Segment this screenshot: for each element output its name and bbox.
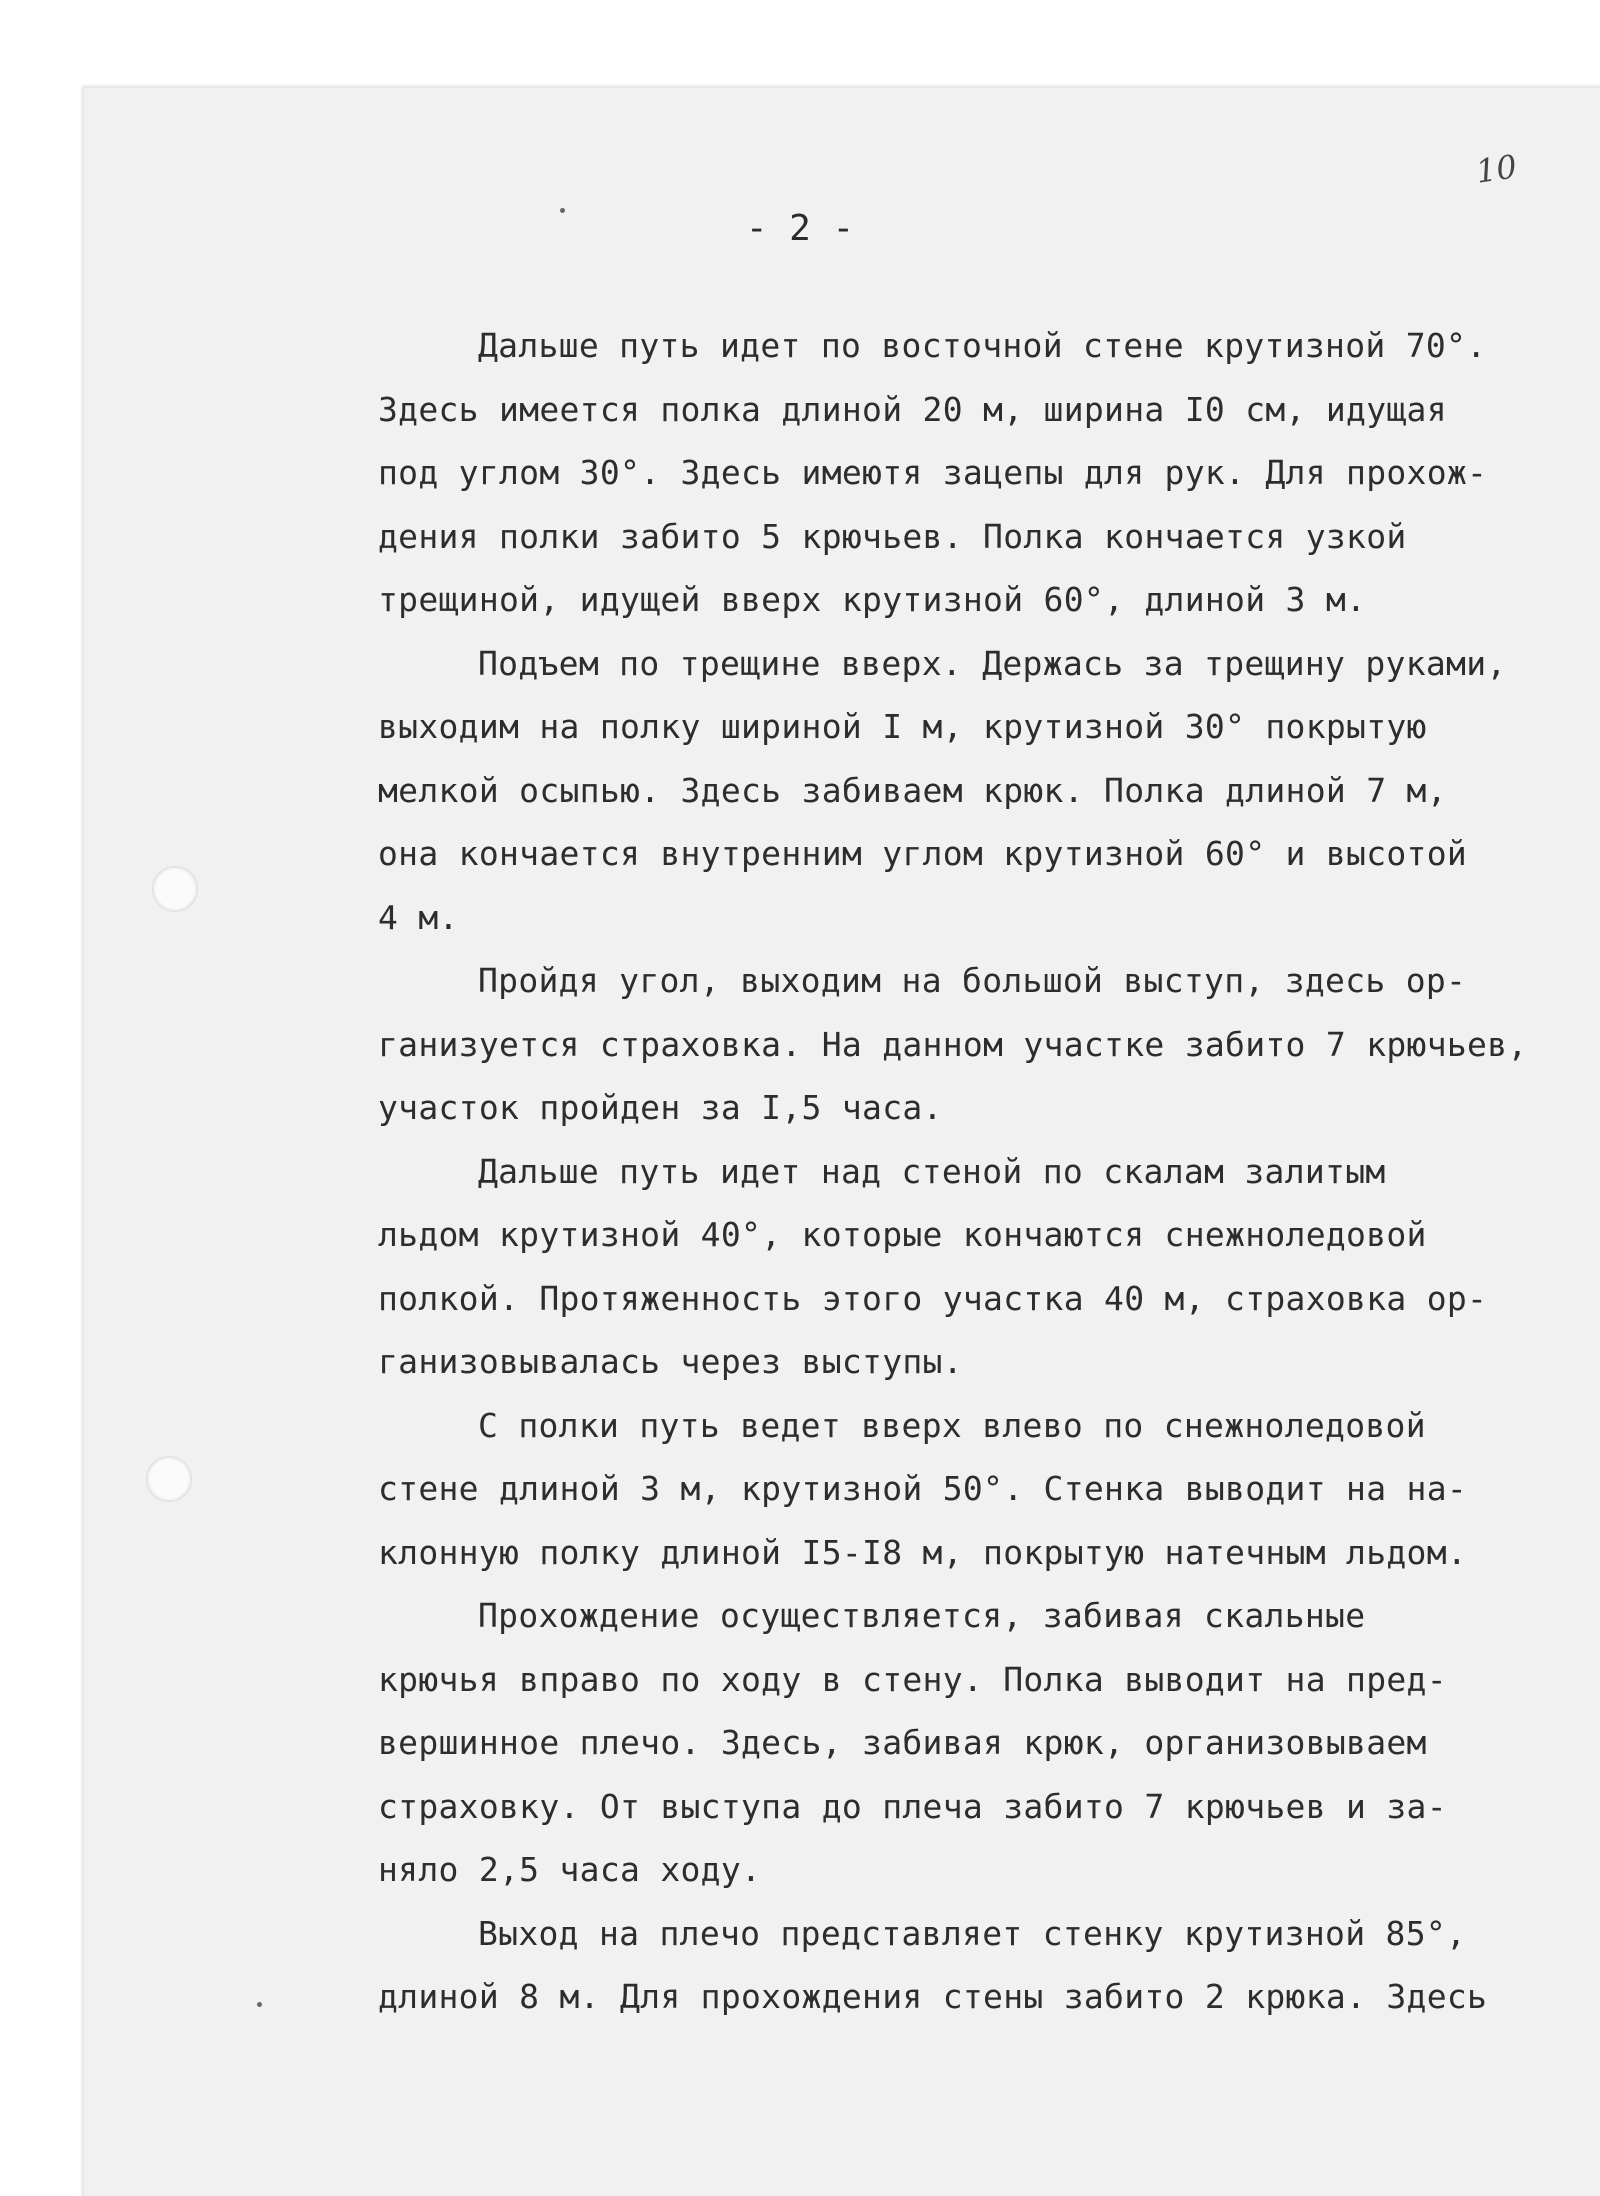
text-line: участок пройден за I,5 часа. xyxy=(378,1088,943,1127)
text-line: длиной 8 м. Для прохождения стены забито 2 крюка. Здесь xyxy=(378,1977,1488,2016)
text-line: Подъем по трещине вверх. Держась за трещину руками, xyxy=(478,643,1507,683)
text-line: няло 2,5 часа ходу. xyxy=(378,1850,762,1889)
text-line: трещиной, идущей вверх крутизной 60°, длиной 3 м. xyxy=(378,580,1367,619)
text-line: страховку. От выступа до плеча забито 7 крючьев и за- xyxy=(378,1786,1447,1826)
text-line: стене длиной 3 м, крутизной 50°. Стенка выводит на на- xyxy=(378,1469,1468,1508)
text-line: под углом 30°. Здесь имеютя зацепы для рук. Для прохож- xyxy=(378,453,1488,492)
speck xyxy=(257,2002,262,2007)
text-line: ганизуется страховка. На данном участке забито 7 крючьев, xyxy=(378,1024,1528,1064)
text-line: Пройдя угол, выходим на большой выступ, здесь ор- xyxy=(478,961,1467,1000)
text-line: выходим на полку шириной I м, крутизной 30° покрытую xyxy=(378,707,1427,746)
text-line: клонную полку длиной I5-I8 м, покрытую натечным льдом. xyxy=(378,1532,1468,1572)
text-line: полкой. Протяженность этого участка 40 м, страховка ор- xyxy=(378,1278,1488,1318)
text-line: Дальше путь идет по восточной стене крутизной 70°. xyxy=(478,326,1487,365)
punch-hole xyxy=(146,1456,192,1502)
text-line: вершинное плечо. Здесь, забивая крюк, организовываем xyxy=(378,1723,1427,1762)
text-line: крючья вправо по ходу в стену. Полка выводит на пред- xyxy=(378,1659,1447,1699)
text-line: Прохождение осуществляется, забивая скальные xyxy=(478,1596,1366,1635)
text-line: мелкой осыпью. Здесь забиваем крюк. Полка длиной 7 м, xyxy=(378,770,1447,810)
text-line: она кончается внутренним углом крутизной 60° и высотой xyxy=(378,834,1468,873)
text-line: 4 м. xyxy=(378,897,459,937)
body-text xyxy=(378,314,1600,2029)
text-line: Выход на плечо представляет стенку крутизной 85°, xyxy=(478,1913,1467,1953)
text-line: С полки путь ведет вверх влево по снежноледовой xyxy=(478,1405,1426,1445)
punch-hole xyxy=(152,866,198,912)
text-line: Здесь имеется полка длиной 20 м, ширина I0 см, идущая xyxy=(378,389,1447,429)
text-line: ганизовывалась через выступы. xyxy=(378,1342,963,1381)
text-line: дения полки забито 5 крючьев. Полка кончается узкой xyxy=(378,516,1407,556)
handwritten-sheet-number: 10 xyxy=(1473,147,1520,191)
text-line: льдом крутизной 40°, которые кончаются снежноледовой xyxy=(378,1215,1427,1254)
text-line: Дальше путь идет над стеной по скалам залитым xyxy=(478,1151,1386,1191)
page-number: - 2 - xyxy=(745,208,855,249)
